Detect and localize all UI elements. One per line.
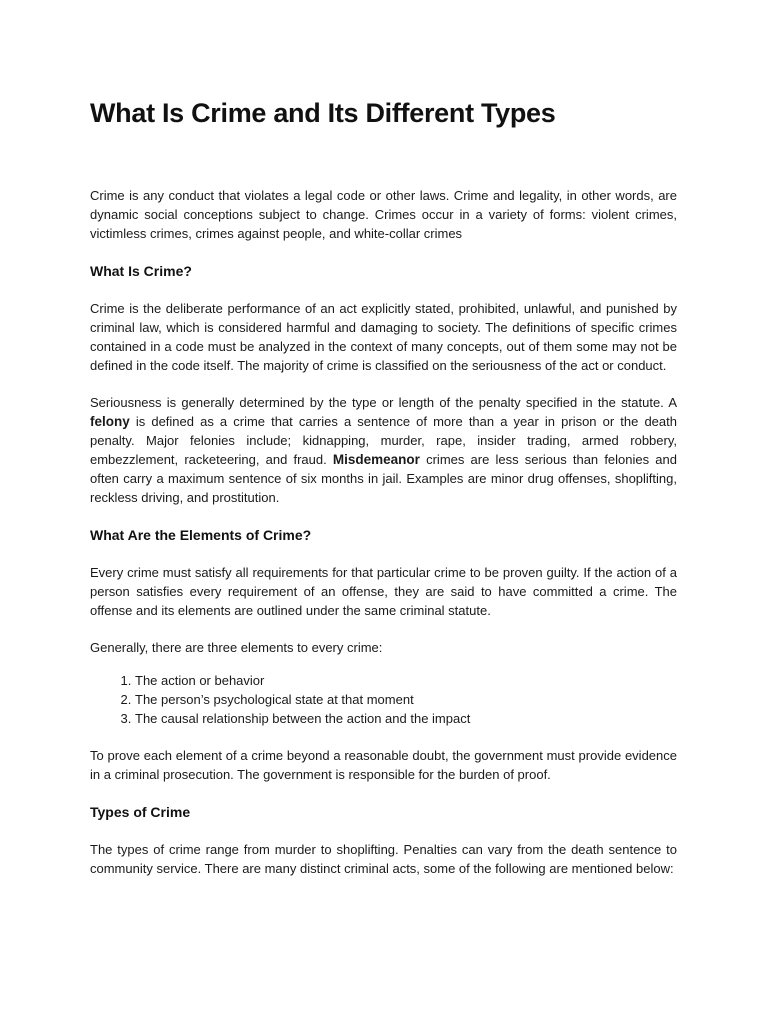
list-item: 1. The action or behavior xyxy=(135,671,677,690)
document-content xyxy=(90,96,677,878)
intro-paragraph: Crime is any conduct that violates a legal code or other laws. Crime and legality, in other words, are dynamic social conceptions subject to change. Crimes occur in a variety of forms: violent crimes, victimless crimes, crimes against people, and white-collar crimes xyxy=(90,188,677,241)
list-item: 3. The causal relationship between the action and the impact xyxy=(135,709,677,728)
section-heading-what-is-crime: What Is Crime? xyxy=(90,263,192,279)
section-heading-elements-of-crime: What Are the Elements of Crime? xyxy=(90,527,312,543)
felony-term: felony xyxy=(90,414,130,429)
three-elements-intro: Generally, there are three elements to every crime: xyxy=(90,640,383,655)
seriousness-paragraph xyxy=(90,393,677,507)
seriousness-text-b: is defined as a crime that carries a sentence of more than a year in prison or the death penalty. Major felonies include; kidnapping, murder, rape, insider trading, armed robbery, embezzlement, racketeering, and fraud. xyxy=(90,414,677,467)
seriousness-text-c: crimes are less serious than felonies and often carry a maximum sentence of six months in jail. Examples are minor drug offenses, shoplifting, reckless driving, and prostitution. xyxy=(90,452,677,505)
what-is-crime-paragraph: Crime is the deliberate performance of an act explicitly stated, prohibited, unlawful, and punished by criminal law, which is considered harmful and damaging to society. The definitions of specific crimes contained in a code must be analyzed in the context of many concepts, out of them some may not be defined in the code itself. The majority of crime is classified on the seriousness of the act or conduct. xyxy=(90,301,677,373)
list-item: 2. The person’s psychological state at that moment xyxy=(135,690,677,709)
page-title: What Is Crime and Its Different Types xyxy=(90,98,556,128)
types-of-crime-paragraph: The types of crime range from murder to shoplifting. Penalties can vary from the death sentence to community service. There are many distinct criminal acts, some of the following are mentioned below: xyxy=(90,842,677,876)
section-heading-types-of-crime: Types of Crime xyxy=(90,804,191,820)
seriousness-text-a: Seriousness is generally determined by the type or length of the penalty specified in the statute. A xyxy=(90,395,677,410)
burden-of-proof-paragraph: To prove each element of a crime beyond a reasonable doubt, the government must provide evidence in a criminal prosecution. The government is responsible for the burden of proof. xyxy=(90,748,677,782)
elements-list xyxy=(90,671,677,728)
misdemeanor-term: Misdemeanor xyxy=(332,452,420,467)
elements-paragraph: Every crime must satisfy all requirements for that particular crime to be proven guilty. If the action of a person satisfies every requirement of an offense, they are said to have committed a crime. The offense and its elements are outlined under the same criminal statute. xyxy=(90,565,677,618)
